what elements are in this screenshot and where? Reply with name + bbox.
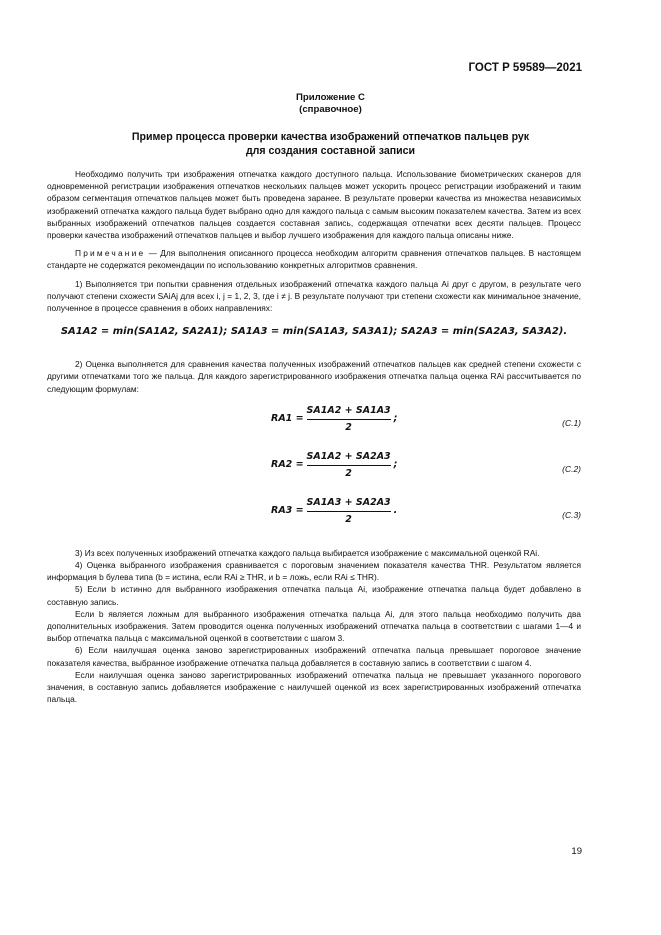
equation-number-c3: (С.3)	[562, 509, 581, 520]
equation-c3	[47, 497, 581, 547]
formula-c2-numerator: SA1A2 + SA2A3	[306, 450, 391, 462]
annex-title: Приложение С	[296, 92, 365, 103]
formula-c1-lhs: RA1 =	[271, 413, 304, 425]
step-4-paragraph: 4) Оценка выбранного изображения сравнивается с пороговым значением показателя качества THR. Результатом является информация b булева типа (b = истина, если RAi ≥ THR, и b = ложь, если RAi ≤ THR).	[47, 560, 581, 583]
equation-number-c1: (С.1)	[562, 417, 581, 428]
formula-c3-denominator: 2	[345, 514, 352, 526]
step-2-paragraph: 2) Оценка выполняется для сравнения качества полученных изображений отпечатков пальцев как средней степени схожести с другими отпечатками того же пальца. Для каждого зарегистрированного изображения отпечатка пальца оценка RAi рассчитывается по следующим формулам:	[47, 359, 581, 394]
formula-c3-end: .	[393, 505, 398, 517]
title-line-1: Пример процесса проверки качества изображений отпечатков пальцев рук	[131, 131, 530, 143]
formula-c1-denominator: 2	[345, 422, 352, 434]
step-6-paragraph: 6) Если наилучшая оценка заново зарегистрированных изображений отпечатка пальца превышает пороговое значение показателя качества, выбранное изображение отпечатка пальца добавляется в составную запись в соответствии с шагом 4.	[47, 645, 581, 668]
page-number: 19	[571, 846, 582, 857]
step-1-paragraph: 1) Выполняется три попытки сравнения отдельных изображений отпечатка каждого пальца Ai друг с другом, в результате чего получают степени схожести SAiAj для всех i, j = 1, 2, 3, где i ≠ j. В результате получают три степени схожести как минимальное значение, полученное в процессе сравнения в обоих направлениях:	[47, 278, 581, 314]
equation-c2	[47, 451, 581, 497]
note-text: — Для выполнения описанного процесса необходим алгоритм сравнения отпечатков пальцев. В настоящем стандарте не содержатся рекомендации по использованию конкретных алгоритмов сравнения.	[47, 248, 581, 271]
formula-c3-numerator: SA1A3 + SA2A3	[306, 496, 391, 508]
standard-number: ГОСТ Р 59589—2021	[468, 62, 582, 74]
formula-c1-numerator: SA1A2 + SA1A3	[306, 404, 391, 416]
formula-c2-lhs: RA2 =	[271, 459, 304, 471]
note-label: Примечание	[75, 248, 146, 259]
equation-c1	[47, 405, 581, 451]
intro-paragraph: Необходимо получить три изображения отпечатка каждого доступного пальца. Использование биометрических сканеров для одновременной регистрации изображения отпечатков нескольких пальцев может ускорить процесс регистрации изображений и таким образом сегментация отпечатков пальцев может быть проведена заранее. В результате проверки качества из множества независимых изображений отпечатка каждого пальца будет выбрано одно для каждого пальца с самым высоким показателем качества. Затем из всех выбранных изображений отпечатков пальцев создается составная запись, содержащая отпечатки всех десяти пальцев. Процесс проверки качества изображений отпечатков пальцев и выбор лучшего изображения для каждого пальца описаны ниже.	[47, 169, 581, 241]
equation-number-c2: (С.2)	[562, 463, 581, 474]
formula-c1-end: ;	[393, 413, 398, 425]
annex-kind: (справочное)	[299, 104, 362, 115]
document-body	[47, 168, 581, 705]
title-line-2: для создания составной записи	[245, 145, 416, 157]
note-paragraph	[47, 247, 581, 271]
section-title	[0, 130, 661, 158]
step-5-paragraph: 5) Если b истинно для выбранного изображения отпечатка пальца Ai, изображение отпечатка пальца будет добавлено в составную запись.	[47, 584, 581, 607]
similarity-equations: SA1A2 = min(SA1A2, SA2A1); SA1A3 = min(SA1A3, SA3A1); SA2A3 = min(SA2A3, SA3A2).	[60, 326, 568, 338]
final-paragraph: Если наилучшая оценка заново зарегистрированных изображений отпечатка пальца не превышает указанного порогового значения, в составную запись добавляется изображение с наилучшей оценкой из всех зарегистрированных изображений отпечатка пальца.	[47, 669, 581, 705]
formula-c2-end: ;	[393, 459, 398, 471]
step-3-paragraph: 3) Из всех полученных изображений отпечатка каждого пальца выбирается изображение с максимальной оценкой RAi.	[75, 547, 540, 558]
formula-c2	[271, 451, 397, 480]
annex-heading	[0, 92, 661, 116]
step-5b-paragraph: Если b является ложным для выбранного изображения отпечатка пальца Ai, для этого пальца необходимо получить два дополнительных изображения. Затем проводится оценка полученных изображений отпечатка пальца в соответствии с шагами 1—4 и выбор отпечатка пальца с максимальной оценкой в соответствии с шагом 3.	[47, 608, 581, 644]
formula-c1	[271, 405, 397, 434]
formula-c2-denominator: 2	[345, 468, 352, 480]
formula-c3-lhs: RA3 =	[271, 505, 304, 517]
formula-c3	[271, 497, 397, 526]
